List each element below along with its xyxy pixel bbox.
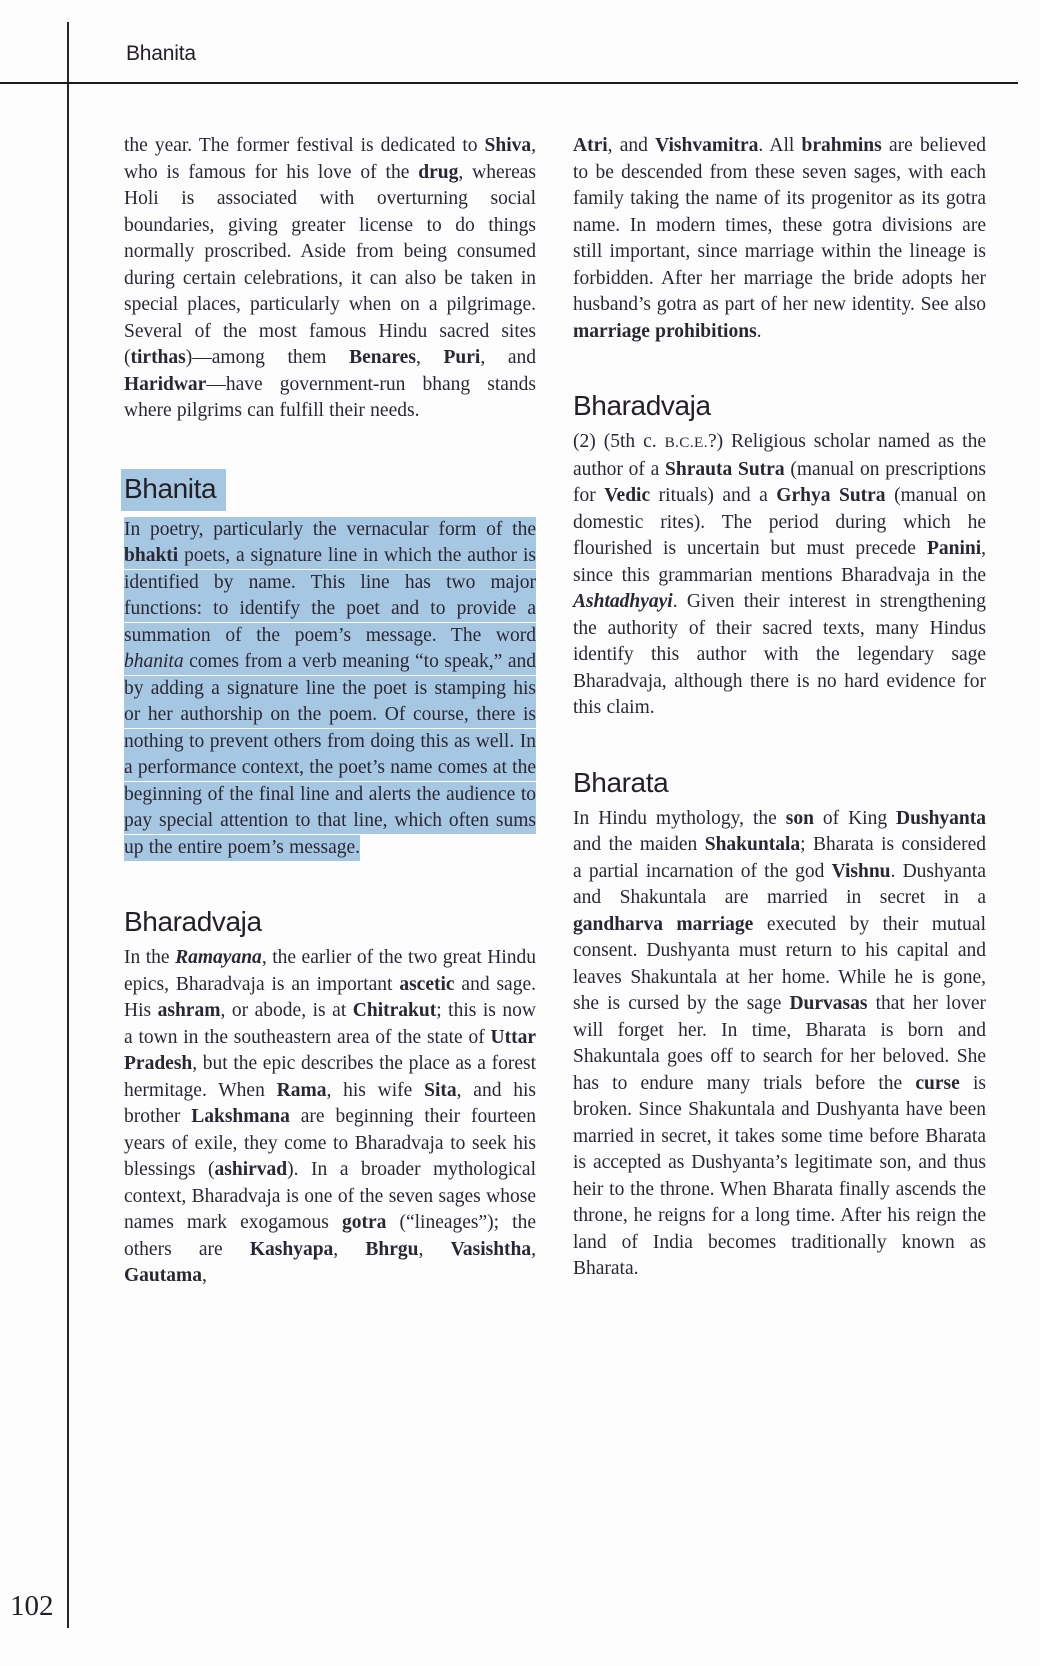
- text-run: ,: [531, 1238, 537, 1260]
- text-run: Gautama: [124, 1265, 202, 1286]
- text-run: ashram: [157, 1000, 221, 1021]
- text-run: , and: [480, 347, 536, 368]
- text-run: (2) (5th c.: [573, 431, 665, 452]
- entry-paragraph: [124, 133, 536, 425]
- text-run: Shrauta Sutra: [665, 458, 785, 480]
- text-run: Puri: [443, 347, 481, 368]
- text-run: Vedic: [604, 485, 651, 506]
- text-run: , his wife: [326, 1079, 425, 1101]
- entry-heading: [124, 905, 536, 939]
- text-run: Lakshmana: [191, 1106, 290, 1127]
- text-run: bhanita: [124, 651, 184, 672]
- text-run: ,: [415, 347, 444, 368]
- text-run: , but the epic describes the place as a forest hermitage. When: [124, 1053, 536, 1101]
- text-run: Shakuntala: [704, 834, 801, 855]
- text-run: Kashyapa: [249, 1238, 334, 1260]
- text-run: , and: [607, 135, 656, 156]
- text-run: marriage prohibitions: [573, 320, 757, 342]
- text-run: of King: [813, 807, 897, 829]
- text-run: Grhya Sutra: [776, 485, 886, 506]
- text-run: ashirvad: [214, 1159, 288, 1180]
- text-run: ; this is now a town in the southeastern area of the state of: [124, 1000, 536, 1048]
- text-run: Benares: [349, 347, 416, 368]
- text-run: , whereas Holi is associated with overturning social boundaries, giving greater license to do things normally proscribed. Aside from being consumed during certain celebrations, it can also be taken in special places, particularly when on a pilgrimage. Several of the most famous Hindu sacred sites (: [124, 161, 536, 368]
- text-run: are beginning their fourteen years of exile, they come to Bharadvaja to seek his blessings (: [124, 1106, 537, 1180]
- text-run: curse: [915, 1072, 960, 1094]
- text-run: Rama: [276, 1079, 327, 1101]
- text-run: that her lover will forget her. In time, Bharata is born and Shakuntala goes off to search for her beloved. She has to endure many trials before the: [573, 993, 986, 1094]
- text-run: Atri: [573, 135, 608, 156]
- text-run: Haridwar: [124, 373, 207, 395]
- text-run: brahmins: [801, 135, 882, 156]
- text-run: In Hindu mythology, the: [573, 807, 786, 829]
- text-run: is broken. Since Shakuntala and Dushyanta have been married in secret, it takes some time before Bharata is accepted as Dushyanta’s legitimate son, and thus heir to the throne. When Bharata finally ascends the throne, he reigns for a long time. After his reign the land of India becomes traditionally known as Bharata.: [573, 1072, 986, 1279]
- text-run: and sage. His: [124, 973, 536, 1021]
- text-run: , and his brother: [124, 1079, 536, 1127]
- text-run: tirthas: [130, 347, 186, 368]
- text-run: Ramayana: [175, 947, 262, 968]
- text-run: comes from a verb meaning “to speak,” and by adding a signature line the poet is stamping his or her authorship on the poem. Of course, there is nothing to prevent others from doing this as well. In a performance context, the poet’s name comes at the beginning of the final line and alerts the audience to pay special attention to that line, which often sums up the entire poem’s message.: [124, 651, 536, 858]
- text-run: Uttar Pradesh: [124, 1026, 536, 1074]
- text-run: executed by their mutual consent. Dushyanta must return to his capital and leaves Shakuntala at her home. While he is gone, she is cursed by the sage: [573, 913, 986, 1014]
- text-run: gotra: [341, 1212, 387, 1233]
- entry-heading-text: Bharadvaja: [124, 906, 262, 937]
- text-run: Chitrakut: [352, 1000, 437, 1021]
- text-run: son: [785, 807, 814, 829]
- text-run: the year. The former festival is dedicated to: [124, 135, 485, 156]
- text-run: ; Bharata is considered a partial incarnation of the god: [573, 834, 986, 882]
- text-run: rituals) and a: [650, 485, 777, 506]
- entry-heading: [573, 389, 986, 423]
- text-run: ,: [333, 1238, 366, 1260]
- text-run: In poetry, particularly the vernacular form of the: [124, 518, 536, 540]
- text-run: Vasishtha: [450, 1238, 532, 1260]
- text-run: ,: [202, 1265, 207, 1286]
- text-run: —have government-run bhang stands where pilgrims can fulfill their needs.: [124, 373, 536, 421]
- text-run: Vishvamitra: [655, 135, 759, 156]
- entry-paragraph: [573, 806, 986, 1283]
- entry-paragraph: [573, 429, 986, 722]
- text-run: . All: [758, 135, 802, 156]
- text-run: .: [756, 320, 762, 342]
- text-run: , since this grammarian mentions Bharadvaja in the: [573, 538, 986, 586]
- text-run: (manual on domestic rites). The period during which he flourished is uncertain but must precede: [573, 485, 986, 559]
- entry-heading: [124, 469, 536, 511]
- left-margin-rule: [67, 22, 69, 1628]
- header-rule: [0, 82, 1018, 84]
- text-run: Vishnu: [831, 860, 891, 882]
- page-number: 102: [10, 1590, 54, 1622]
- entry-heading: [573, 766, 986, 800]
- text-run: In the: [124, 947, 176, 968]
- text-run: )—among them: [185, 347, 350, 368]
- text-run: , the earlier of the two great Hindu epics, Bharadvaja is an important: [124, 947, 536, 995]
- text-run: , who is famous for his love of the: [124, 135, 536, 183]
- text-run: poets, a signature line in which the author is identified by name. This line has two major functions: to identify the poet and to provide a summation of the poem’s message. The word: [124, 545, 536, 646]
- text-run: Panini: [926, 538, 982, 559]
- column-left: [124, 133, 536, 1290]
- text-run: and the maiden: [573, 834, 705, 855]
- text-run: ). In a broader mythological context, Bharadvaja is one of the seven sages whose names mark exogamous: [124, 1159, 537, 1233]
- entry-heading-text: Bharata: [573, 766, 669, 798]
- text-run: Durvasas: [789, 993, 868, 1014]
- entry-paragraph: [573, 133, 986, 345]
- text-run: ,: [418, 1238, 451, 1260]
- highlighted-text: [124, 517, 536, 861]
- text-run: Dushyanta: [896, 807, 986, 829]
- entry-paragraph: [124, 945, 536, 1290]
- text-run: (manual on prescriptions for: [573, 458, 986, 506]
- text-run: drug: [418, 161, 459, 183]
- text-run: B.C.E.: [664, 434, 708, 451]
- entry-heading-text: Bhanita: [121, 469, 226, 511]
- column-right: [573, 133, 986, 1283]
- text-run: Shiva: [484, 135, 532, 156]
- entry-heading-text: Bharadvaja: [573, 390, 711, 421]
- text-run: bhakti: [124, 545, 179, 566]
- running-head: Bhanita: [126, 42, 196, 65]
- text-run: are believed to be descended from these seven sages, with each family taking the name of its progenitor as its gotra name. In modern times, these gotra divisions are still important, since marriage within the lineage is forbidden. After her marriage the bride adopts her husband’s gotra as part of her new identity. See also: [573, 135, 987, 315]
- text-run: ?) Religious scholar named as the author of a: [573, 431, 986, 480]
- text-run: , or abode, is at: [220, 1000, 353, 1021]
- text-run: Sita: [424, 1079, 457, 1101]
- entry-paragraph: [124, 517, 536, 862]
- text-run: (“lineages”); the others are: [124, 1212, 536, 1260]
- text-run: . Given their interest in strengthening the authority of their sacred texts, many Hindus identify this author with the legendary sage Bharadvaja, although there is no hard evidence for this claim.: [573, 591, 986, 718]
- text-run: gandharva marriage: [573, 913, 754, 935]
- text-run: . Dushyanta and Shakuntala are married in secret in a: [573, 860, 986, 908]
- text-run: ascetic: [399, 973, 455, 995]
- text-run: Ashtadhyayi: [573, 591, 673, 612]
- text-run: Bhrgu: [365, 1238, 419, 1260]
